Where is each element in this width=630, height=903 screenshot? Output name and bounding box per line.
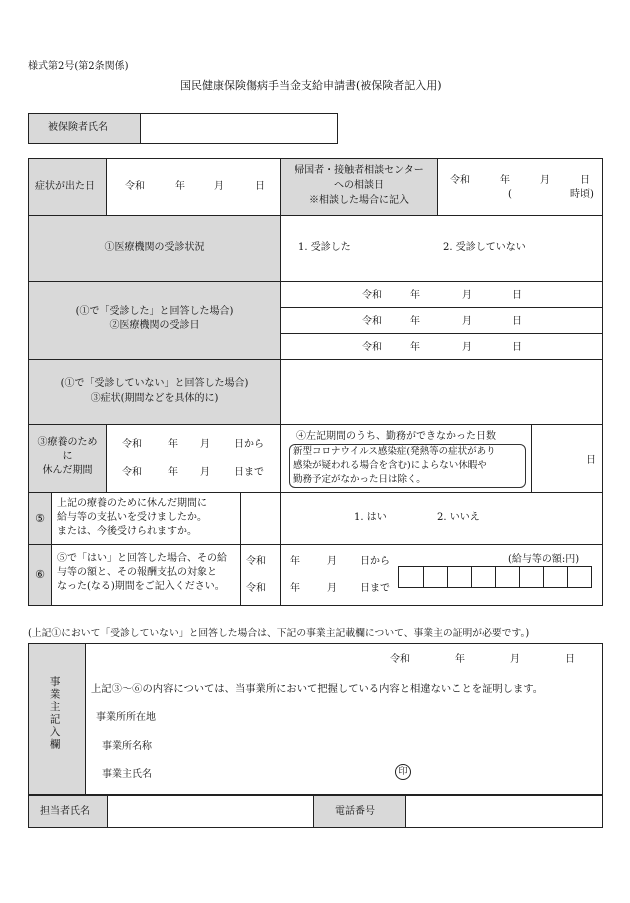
q2-label-line1: (①で「受診した」と回答した場合): [75, 306, 234, 317]
center-note: ※相談した場合に記入: [309, 195, 409, 206]
employer-month: 月: [510, 654, 520, 665]
q6-text-line2: 与等の額と、その報酬支払の対象と: [57, 567, 217, 578]
q2-row1-year: 年: [410, 290, 420, 301]
q4-label-line2: に: [62, 451, 73, 462]
q6-from-era: 令和: [246, 556, 266, 567]
center-time-open: (: [508, 189, 512, 200]
employer-era: 令和: [390, 654, 410, 665]
center-year: 年: [500, 175, 510, 186]
q4-from-era: 令和: [122, 439, 142, 450]
q4-note-line2: 感染が疑われる場合を含む)によらない休暇や: [293, 460, 487, 471]
q5-text-line3: または、今後受けられますか。: [57, 526, 197, 537]
q4-from-suffix: 日から: [234, 439, 264, 450]
center-era: 令和: [450, 175, 470, 186]
center-date-field[interactable]: [438, 159, 602, 215]
employer-name-field[interactable]: [170, 735, 590, 755]
center-day: 日: [580, 175, 590, 186]
q1-option-visited[interactable]: 1. 受診した: [298, 242, 351, 253]
q4-to-month: 月: [200, 467, 210, 478]
q2-date-field-1[interactable]: [281, 282, 602, 307]
employer-owner-field[interactable]: [170, 763, 385, 783]
q4-period-field[interactable]: [107, 425, 280, 492]
q4-to-year: 年: [168, 467, 178, 478]
q6-text-line1: ⑤で「はい」と回答した場合、その給: [57, 553, 227, 564]
q2-row1-month: 月: [462, 290, 472, 301]
q4-note-title: ④左記期間のうち、勤務ができなかった日数: [296, 431, 496, 442]
q6-to-suffix: 日まで: [360, 583, 390, 594]
onset-year: 年: [175, 181, 185, 192]
q4-from-year: 年: [168, 439, 178, 450]
q5-text-line2: 給与等の支払いを受けましたか。: [57, 512, 207, 523]
q2-row2-day: 日: [512, 316, 522, 327]
q2-date-field-3[interactable]: [281, 334, 602, 359]
insured-name-label: 被保険者氏名: [48, 122, 108, 133]
employer-note: (上記①において「受診していない」と回答した場合は、下記の事業主記載欄について、事業主の証明が必要です。): [28, 628, 530, 639]
center-month: 月: [540, 175, 550, 186]
q2-row3-month: 月: [462, 342, 472, 353]
q5-text-line1: 上記の療養のために休んだ期間に: [57, 498, 207, 509]
center-label-line2: への相談日: [334, 180, 384, 191]
q4-from-month: 月: [200, 439, 210, 450]
employer-side-label: 事業主記入欄: [48, 676, 61, 751]
q4-note-line3: 勤務予定がなかった日は除く。: [293, 474, 426, 485]
onset-label: 症状が出た日: [35, 181, 95, 192]
q6-amount-label: (給与等の額:円): [508, 554, 580, 565]
q2-label-line2: ②医療機関の受診日: [109, 320, 200, 331]
q5-option-yes[interactable]: 1. はい: [354, 512, 387, 523]
seal-mark: 印: [395, 764, 411, 780]
employer-owner-label: 事業主氏名: [102, 769, 152, 780]
q6-from-year: 年: [290, 556, 300, 567]
form-number: 様式第2号(第2条関係): [28, 61, 129, 72]
center-label-line1: 帰国者・接触者相談センター: [294, 165, 424, 176]
employer-name-label: 事業所名称: [102, 741, 152, 752]
onset-era: 令和: [125, 181, 145, 192]
q5-number: ⑤: [35, 512, 45, 525]
insured-name-field[interactable]: [142, 114, 337, 143]
onset-day: 日: [255, 181, 265, 192]
onset-month: 月: [214, 181, 224, 192]
q6-amount-field[interactable]: [398, 566, 592, 588]
q6-from-month: 月: [327, 556, 337, 567]
q6-to-year: 年: [290, 583, 300, 594]
q1-option-not-visited[interactable]: 2. 受診していない: [443, 242, 526, 253]
q2-row2-era: 令和: [362, 316, 382, 327]
q4-days-unit: 日: [586, 455, 596, 466]
q4-to-era: 令和: [122, 467, 142, 478]
q3-label-line1: (①で「受診していない」と回答した場合): [60, 378, 249, 389]
q2-row2-year: 年: [410, 316, 420, 327]
q4-note-line1: 新型コロナウイルス感染症(発熱等の症状があり: [293, 446, 496, 457]
q3-symptom-field[interactable]: [281, 360, 602, 424]
contact-name-field[interactable]: [108, 796, 312, 827]
q6-to-era: 令和: [246, 583, 266, 594]
contact-label: 担当者氏名: [40, 806, 90, 817]
employer-address-field[interactable]: [170, 706, 590, 726]
q6-to-month: 月: [327, 583, 337, 594]
q2-row2-month: 月: [462, 316, 472, 327]
q5-option-no[interactable]: 2. いいえ: [437, 512, 480, 523]
q6-number: ⑥: [35, 568, 45, 581]
q1-label: ①医療機関の受診状況: [104, 242, 205, 253]
q2-row3-year: 年: [410, 342, 420, 353]
q6-from-suffix: 日から: [360, 556, 390, 567]
q3-label-cell: [29, 360, 280, 424]
q2-row1-era: 令和: [362, 290, 382, 301]
q4-to-suffix: 日まで: [234, 467, 264, 478]
q2-row1-day: 日: [512, 290, 522, 301]
center-time: 時頃): [570, 189, 594, 200]
q2-row3-era: 令和: [362, 342, 382, 353]
phone-field[interactable]: [406, 796, 602, 827]
q3-label-line2: ③症状(期間などを具体的に): [90, 393, 219, 404]
form-title: 国民健康保険傷病手当金支給申請書(被保険者記入用): [180, 79, 442, 92]
employer-certification: 上記③〜⑥の内容については、当事業所において把握している内容と相違ないことを証明します。: [91, 683, 544, 695]
q2-row3-day: 日: [512, 342, 522, 353]
employer-day: 日: [565, 654, 575, 665]
employer-year: 年: [455, 654, 465, 665]
q4-label-line1: ③療養のため: [37, 437, 98, 448]
employer-address-label: 事業所所在地: [96, 712, 156, 723]
q4-label-line3: 休んだ期間: [42, 465, 93, 476]
q2-date-field-2[interactable]: [281, 308, 602, 333]
q6-text-line3: なった(なる)期間をご記入ください。: [57, 581, 225, 592]
phone-label: 電話番号: [335, 806, 375, 817]
